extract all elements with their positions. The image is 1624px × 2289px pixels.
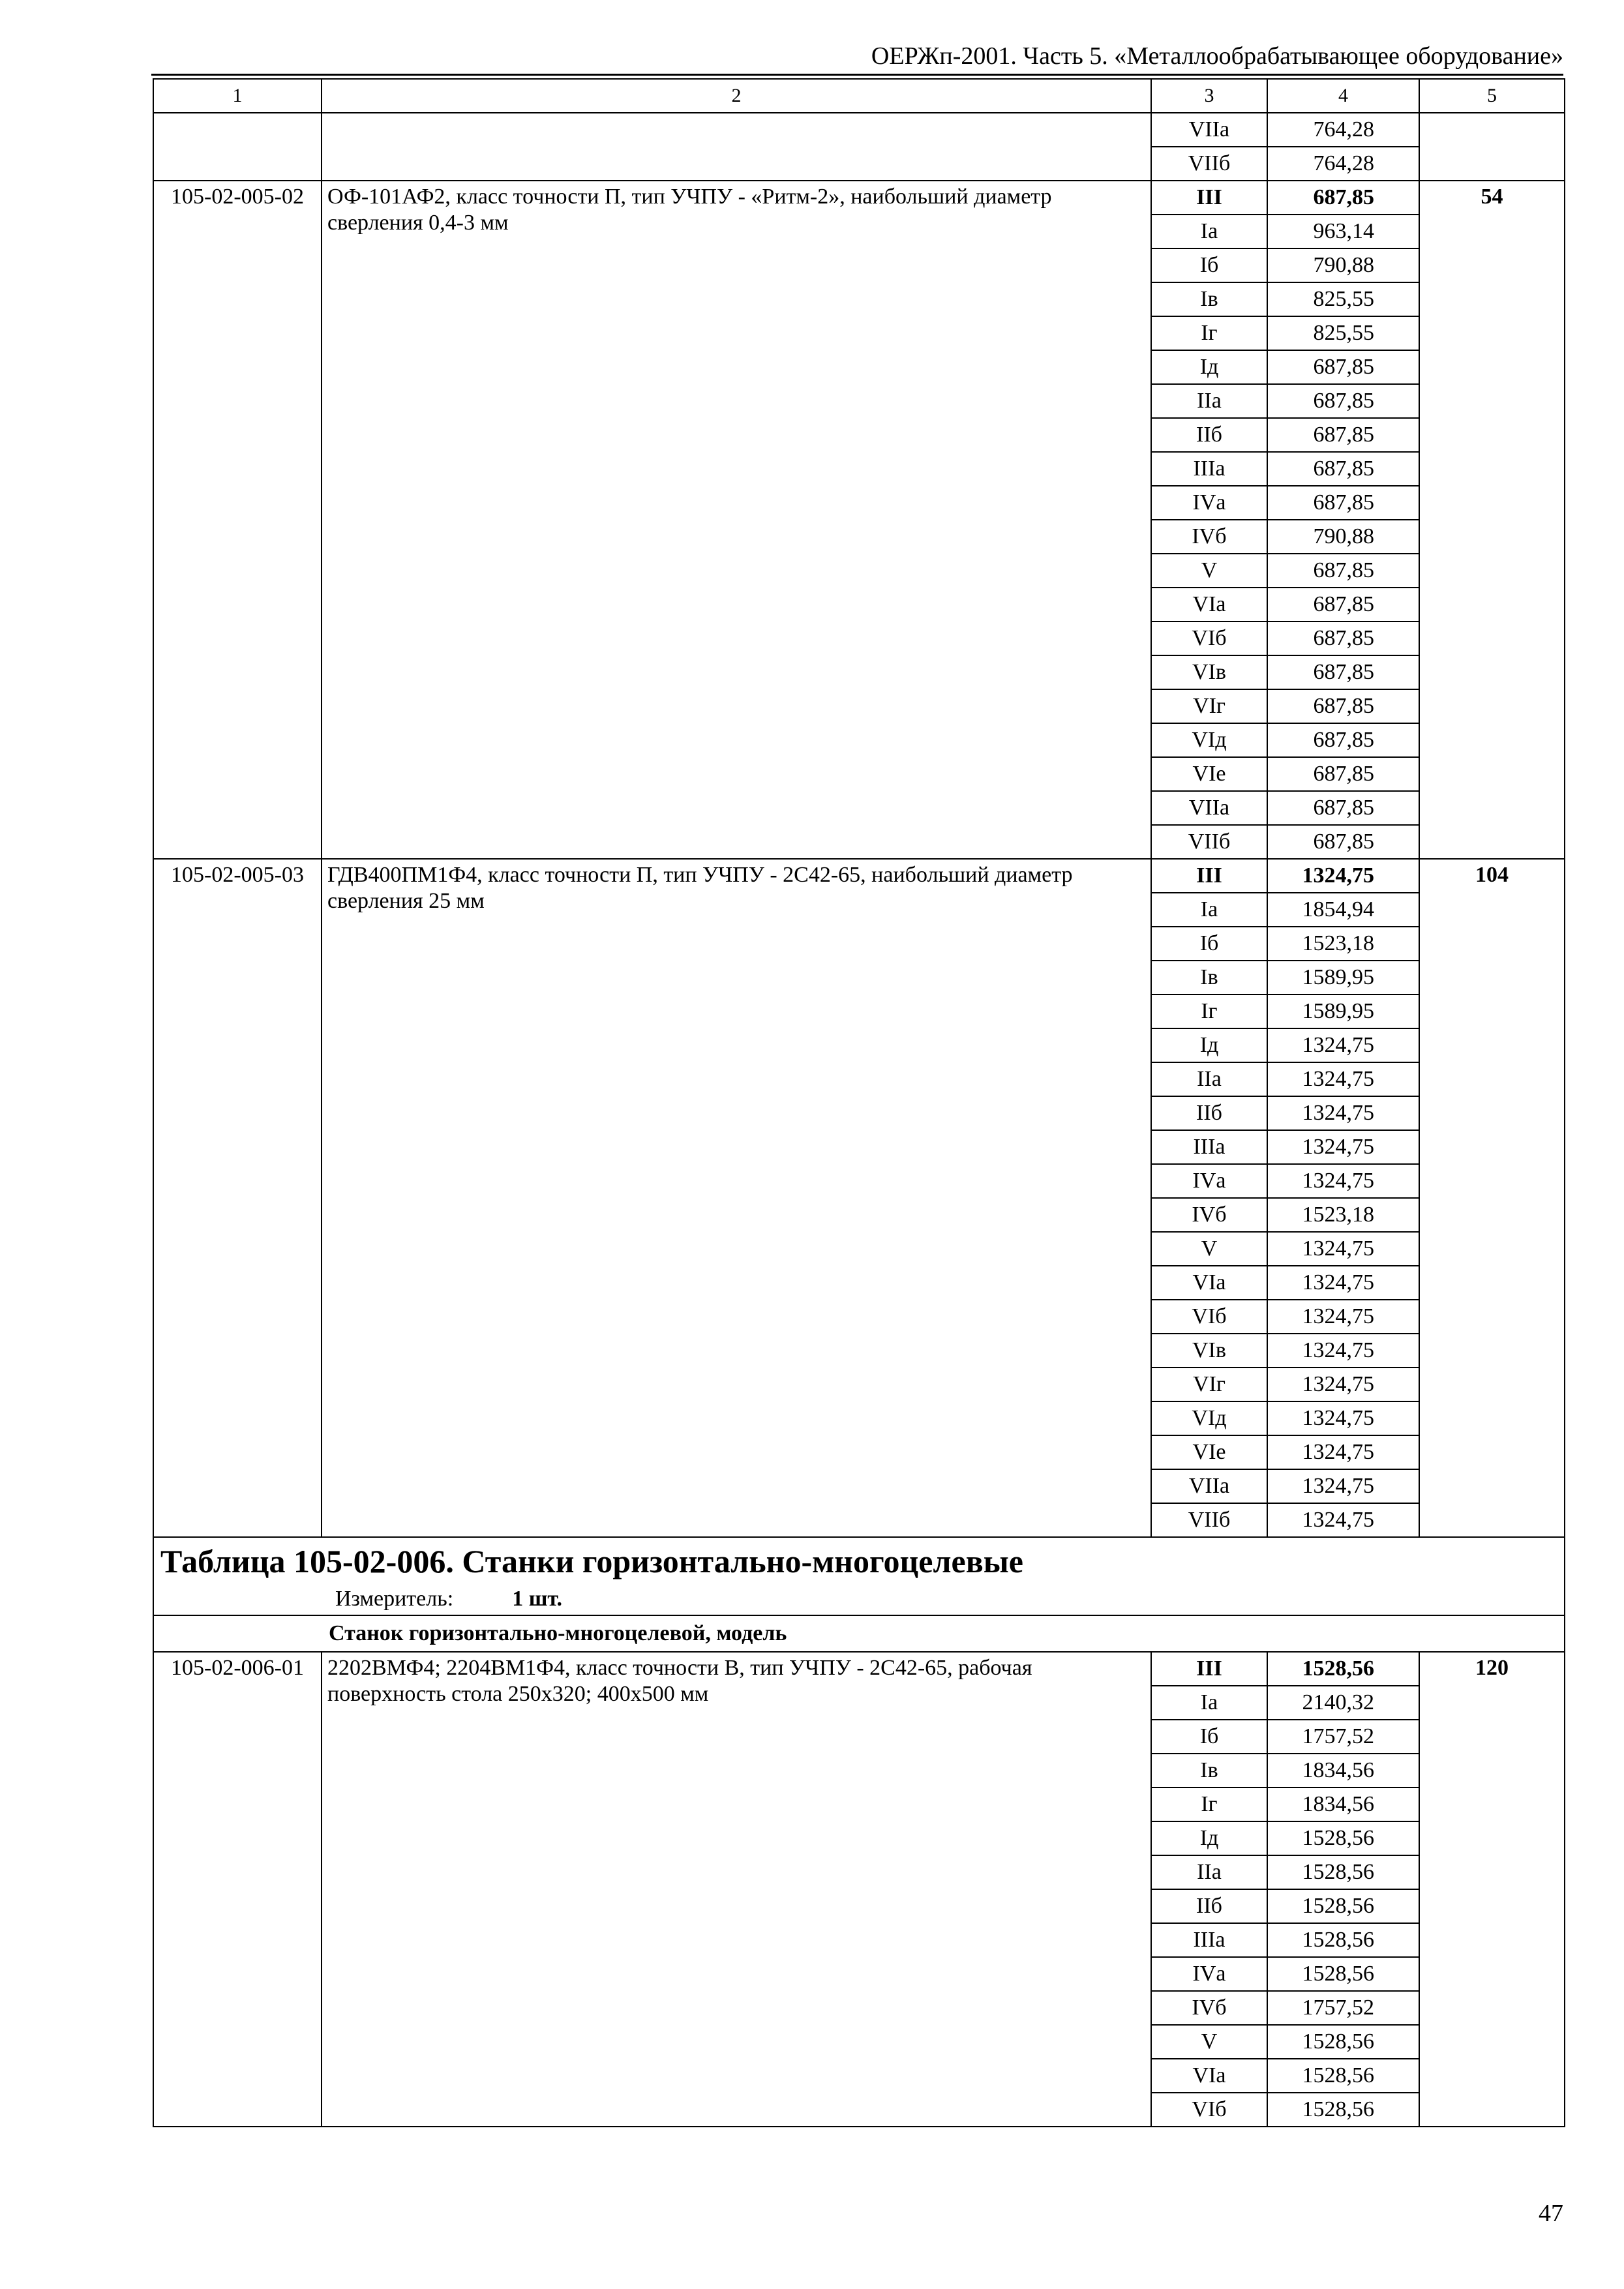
cost-cell: 687,85 bbox=[1267, 689, 1419, 723]
class-cell: VIе bbox=[1151, 757, 1267, 791]
item-description: ОФ-101АФ2, класс точности П, тип УЧПУ - «Ритм-2», наибольший диаметр сверления 0,4-3 мм bbox=[322, 181, 1151, 859]
class-cell: IIб bbox=[1151, 418, 1267, 452]
column-number: 5 bbox=[1419, 79, 1565, 113]
class-cell: VIа bbox=[1151, 1266, 1267, 1300]
cost-cell: 1528,56 bbox=[1267, 2093, 1419, 2127]
class-cell: IIIа bbox=[1151, 452, 1267, 486]
class-cell: Iд bbox=[1151, 1821, 1267, 1855]
cost-cell: 687,85 bbox=[1267, 452, 1419, 486]
cost-cell: 687,85 bbox=[1267, 621, 1419, 655]
cost-cell: 687,85 bbox=[1267, 181, 1419, 215]
table-row bbox=[153, 859, 1565, 893]
cost-cell: 1589,95 bbox=[1267, 961, 1419, 995]
table-row bbox=[153, 181, 1565, 215]
class-cell: III bbox=[1151, 1652, 1267, 1686]
cost-cell: 1324,75 bbox=[1267, 1368, 1419, 1401]
class-cell: VIе bbox=[1151, 1435, 1267, 1469]
item-description: 2202ВМФ4; 2204ВМ1Ф4, класс точности В, тип УЧПУ - 2С42-65, рабочая поверхность стола 250х320; 400х500 мм bbox=[322, 1652, 1151, 2127]
cost-cell: 1324,75 bbox=[1267, 1334, 1419, 1368]
column-number: 1 bbox=[153, 79, 322, 113]
cost-cell: 1528,56 bbox=[1267, 1889, 1419, 1923]
cost-cell: 687,85 bbox=[1267, 757, 1419, 791]
class-cell: IIб bbox=[1151, 1096, 1267, 1130]
class-cell: Iв bbox=[1151, 961, 1267, 995]
class-cell: Iб bbox=[1151, 927, 1267, 961]
cost-cell: 687,85 bbox=[1267, 791, 1419, 825]
cost-cell: 1523,18 bbox=[1267, 927, 1419, 961]
cost-cell: 1324,75 bbox=[1267, 1503, 1419, 1537]
cost-cell: 2140,32 bbox=[1267, 1686, 1419, 1720]
cost-cell: 687,85 bbox=[1267, 486, 1419, 520]
wage-cell-empty bbox=[1419, 113, 1565, 181]
cost-cell: 790,88 bbox=[1267, 520, 1419, 554]
cost-cell: 825,55 bbox=[1267, 316, 1419, 350]
class-cell: Iд bbox=[1151, 1028, 1267, 1062]
measure-value: 1 шт. bbox=[512, 1587, 563, 1611]
cost-cell: 1523,18 bbox=[1267, 1198, 1419, 1232]
item-code: 105-02-005-02 bbox=[153, 181, 322, 859]
column-number: 3 bbox=[1151, 79, 1267, 113]
class-cell: Iв bbox=[1151, 282, 1267, 316]
class-cell: V bbox=[1151, 2025, 1267, 2059]
cost-cell: 963,14 bbox=[1267, 215, 1419, 248]
class-cell: IVа bbox=[1151, 1957, 1267, 1991]
cost-cell: 687,85 bbox=[1267, 655, 1419, 689]
cost-cell: 1528,56 bbox=[1267, 1821, 1419, 1855]
cost-cell: 1324,75 bbox=[1267, 1096, 1419, 1130]
column-numbers-row bbox=[153, 79, 1565, 113]
cost-cell: 687,85 bbox=[1267, 418, 1419, 452]
cost-cell: 1324,75 bbox=[1267, 1028, 1419, 1062]
class-cell: Iг bbox=[1151, 995, 1267, 1028]
class-cell: V bbox=[1151, 554, 1267, 588]
cost-cell: 1757,52 bbox=[1267, 1720, 1419, 1754]
cost-cell: 1324,75 bbox=[1267, 1300, 1419, 1334]
class-cell: VIIа bbox=[1151, 1469, 1267, 1503]
item-description-empty bbox=[322, 113, 1151, 181]
cost-cell: 1324,75 bbox=[1267, 859, 1419, 893]
cost-cell: 1834,56 bbox=[1267, 1788, 1419, 1821]
class-cell: IIб bbox=[1151, 1889, 1267, 1923]
cost-cell: 764,28 bbox=[1267, 147, 1419, 181]
cost-cell: 1324,75 bbox=[1267, 1435, 1419, 1469]
class-cell: Iб bbox=[1151, 1720, 1267, 1754]
class-cell: IVб bbox=[1151, 1991, 1267, 2025]
class-cell: IVб bbox=[1151, 520, 1267, 554]
page-number: 47 bbox=[1539, 2200, 1563, 2227]
class-cell: Iг bbox=[1151, 316, 1267, 350]
table-title: Таблица 105-02-006. Станки горизонтально-многоцелевые bbox=[160, 1543, 1023, 1579]
cost-cell: 1324,75 bbox=[1267, 1164, 1419, 1198]
class-cell: IIа bbox=[1151, 384, 1267, 418]
class-cell: VIг bbox=[1151, 689, 1267, 723]
item-code-empty bbox=[153, 113, 322, 181]
class-cell: Iа bbox=[1151, 1686, 1267, 1720]
class-cell: V bbox=[1151, 1232, 1267, 1266]
cost-cell: 1324,75 bbox=[1267, 1062, 1419, 1096]
class-cell: III bbox=[1151, 181, 1267, 215]
class-cell: IIIа bbox=[1151, 1923, 1267, 1957]
class-cell: Iб bbox=[1151, 248, 1267, 282]
class-cell: Iд bbox=[1151, 350, 1267, 384]
table-row bbox=[153, 1652, 1565, 1686]
header-rule bbox=[151, 74, 1563, 76]
class-cell: IVа bbox=[1151, 486, 1267, 520]
subheading-row bbox=[153, 1615, 1565, 1652]
class-cell: IIа bbox=[1151, 1855, 1267, 1889]
cost-cell: 1528,56 bbox=[1267, 2059, 1419, 2093]
column-number: 4 bbox=[1267, 79, 1419, 113]
class-cell: Iв bbox=[1151, 1754, 1267, 1788]
cost-cell: 1528,56 bbox=[1267, 2025, 1419, 2059]
subheading: Станок горизонтально-многоцелевой, модель bbox=[153, 1615, 1565, 1652]
class-cell: VIIа bbox=[1151, 791, 1267, 825]
cost-cell: 1854,94 bbox=[1267, 893, 1419, 927]
cost-cell: 1324,75 bbox=[1267, 1266, 1419, 1300]
class-cell: VIIб bbox=[1151, 147, 1267, 181]
cost-cell: 1528,56 bbox=[1267, 1652, 1419, 1686]
item-description: ГДВ400ПМ1Ф4, класс точности П, тип УЧПУ - 2С42-65, наибольший диаметр сверления 25 мм bbox=[322, 859, 1151, 1537]
cost-cell: 1589,95 bbox=[1267, 995, 1419, 1028]
cost-cell: 687,85 bbox=[1267, 384, 1419, 418]
wage-cell: 104 bbox=[1419, 859, 1565, 1537]
class-cell: Iг bbox=[1151, 1788, 1267, 1821]
class-cell: IIIа bbox=[1151, 1130, 1267, 1164]
section-title-cell bbox=[153, 1537, 1565, 1615]
cost-cell: 687,85 bbox=[1267, 723, 1419, 757]
class-cell: VIг bbox=[1151, 1368, 1267, 1401]
cost-cell: 1528,56 bbox=[1267, 1957, 1419, 1991]
item-code: 105-02-005-03 bbox=[153, 859, 322, 1537]
class-cell: IVб bbox=[1151, 1198, 1267, 1232]
cost-cell: 1324,75 bbox=[1267, 1401, 1419, 1435]
class-cell: VIд bbox=[1151, 1401, 1267, 1435]
class-cell: VIIа bbox=[1151, 113, 1267, 147]
cost-cell: 825,55 bbox=[1267, 282, 1419, 316]
class-cell: VIа bbox=[1151, 588, 1267, 621]
cost-cell: 687,85 bbox=[1267, 825, 1419, 859]
cost-cell: 1757,52 bbox=[1267, 1991, 1419, 2025]
cost-cell: 687,85 bbox=[1267, 588, 1419, 621]
class-cell: Iа bbox=[1151, 893, 1267, 927]
column-number: 2 bbox=[322, 79, 1151, 113]
class-cell: VIд bbox=[1151, 723, 1267, 757]
cost-cell: 1528,56 bbox=[1267, 1855, 1419, 1889]
class-cell: IIа bbox=[1151, 1062, 1267, 1096]
cost-cell: 1324,75 bbox=[1267, 1130, 1419, 1164]
cost-cell: 1324,75 bbox=[1267, 1469, 1419, 1503]
cost-cell: 687,85 bbox=[1267, 554, 1419, 588]
wage-cell: 54 bbox=[1419, 181, 1565, 859]
cost-cell: 687,85 bbox=[1267, 350, 1419, 384]
measure-line bbox=[160, 1586, 1557, 1612]
class-cell: VIб bbox=[1151, 1300, 1267, 1334]
class-cell: III bbox=[1151, 859, 1267, 893]
class-cell: VIIб bbox=[1151, 825, 1267, 859]
class-cell: IVа bbox=[1151, 1164, 1267, 1198]
wage-cell: 120 bbox=[1419, 1652, 1565, 2127]
class-cell: VIв bbox=[1151, 655, 1267, 689]
class-cell: VIIб bbox=[1151, 1503, 1267, 1537]
cost-cell: 764,28 bbox=[1267, 113, 1419, 147]
item-code: 105-02-006-01 bbox=[153, 1652, 322, 2127]
class-cell: VIб bbox=[1151, 621, 1267, 655]
class-cell: VIб bbox=[1151, 2093, 1267, 2127]
class-cell: Iа bbox=[1151, 215, 1267, 248]
rates-table bbox=[153, 78, 1565, 2127]
cost-cell: 790,88 bbox=[1267, 248, 1419, 282]
measure-label: Измеритель: bbox=[335, 1587, 454, 1611]
table-row bbox=[153, 113, 1565, 147]
header-title: ОЕРЖп-2001. Часть 5. «Металлообрабатывающее оборудование» bbox=[871, 42, 1563, 70]
cost-cell: 1324,75 bbox=[1267, 1232, 1419, 1266]
section-title-row bbox=[153, 1537, 1565, 1615]
class-cell: VIв bbox=[1151, 1334, 1267, 1368]
cost-cell: 1528,56 bbox=[1267, 1923, 1419, 1957]
cost-cell: 1834,56 bbox=[1267, 1754, 1419, 1788]
class-cell: VIа bbox=[1151, 2059, 1267, 2093]
